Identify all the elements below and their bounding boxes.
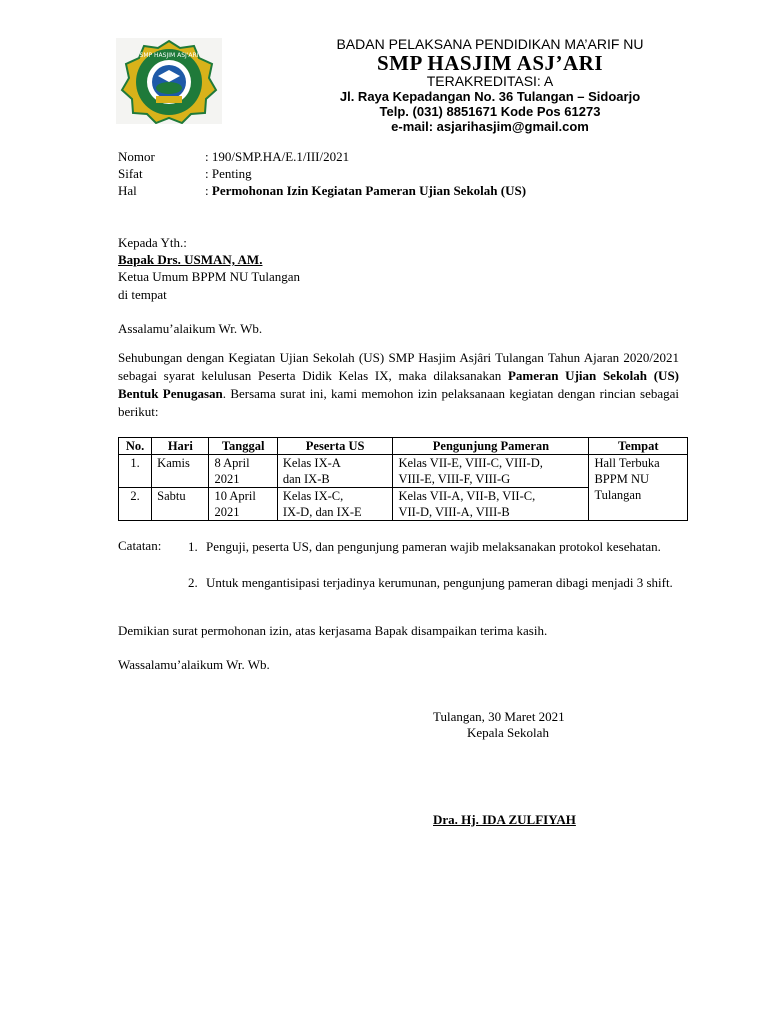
cell-line: BPPM NU [594, 472, 650, 486]
note-text: Penguji, peserta US, dan pengunjung pameran wajib melaksanakan protokol kesehatan. [206, 539, 661, 554]
cell-line: dan IX-B [282, 472, 330, 486]
meta-label-nomor: Nomor [118, 149, 155, 164]
body-text-1: Sehubungan dengan Kegiatan Ujian Sekolah (US) SMP Hasjim Asjâri Tulangan Tahun Ajaran 2020/2021 sebagai syarat kelulusan Peserta Didik Kelas IX, maka dilaksanakan [118, 350, 679, 383]
cell-pengunjung [393, 455, 589, 488]
cell-line: 2021 [214, 472, 240, 486]
cell-line: 2021 [214, 505, 240, 519]
cell-peserta [277, 455, 393, 488]
recipient-position: Ketua Umum BPPM NU Tulangan [118, 269, 301, 284]
note-number: 2. [188, 575, 198, 590]
col-header-tanggal: Tanggal [209, 438, 277, 455]
meta-label-sifat: Sifat [118, 166, 143, 181]
accreditation: TERAKREDITASI: A [426, 73, 554, 89]
cell-line: Kelas IX-A [282, 456, 341, 470]
cell-line: Kelas IX-C, [282, 489, 344, 503]
col-header-peserta: Peserta US [277, 438, 393, 455]
cell-tanggal [209, 455, 277, 488]
col-header-tempat: Tempat [589, 438, 688, 455]
signature-name: Dra. Hj. IDA ZULFIYAH [433, 812, 576, 827]
cell-line: Kelas VII-E, VIII-C, VIII-D, [398, 456, 543, 470]
cell-hari: Kamis [152, 455, 209, 488]
meta-value-sifat: : Penting [205, 166, 252, 181]
table-row [119, 455, 688, 488]
col-header-pengunjung: Pengunjung Pameran [393, 438, 589, 455]
cell-line: 10 April [214, 489, 256, 503]
cell-no: 1. [119, 455, 152, 488]
foundation-name: BADAN PELAKSANA PENDIDIKAN MA’ARIF NU [336, 36, 644, 52]
body-paragraph [118, 349, 679, 421]
closing-text: Demikian surat permohonan izin, atas kerjasama Bapak disampaikan terima kasih. [118, 623, 548, 638]
meta-value-nomor: : 190/SMP.HA/E.1/III/2021 [205, 149, 350, 164]
recipient-name: Bapak Drs. USMAN, AM. [118, 252, 263, 267]
meta-hal-subject: Permohonan Izin Kegiatan Pameran Ujian Sekolah (US) [211, 183, 527, 198]
note-number: 1. [188, 539, 198, 554]
signature-place-date: Tulangan, 30 Maret 2021 [433, 709, 565, 724]
salam-close: Wassalamu’alaikum Wr. Wb. [118, 657, 270, 672]
body-text-bold: Pameran Ujian Sekolah (US) Bentuk Penugasan [118, 368, 680, 401]
note-item-1 [188, 538, 678, 556]
cell-peserta [277, 488, 393, 521]
cell-tanggal [209, 488, 277, 521]
table-header-row [119, 438, 688, 455]
meta-label-hal: Hal [118, 183, 137, 198]
cell-hari: Sabtu [152, 488, 209, 521]
cell-line: Kelas VII-A, VII-B, VII-C, [398, 489, 536, 503]
cell-line: Tulangan [594, 488, 642, 502]
salam-open: Assalamu’alaikum Wr. Wb. [118, 321, 263, 336]
school-logo [116, 38, 222, 124]
cell-line: VIII-E, VIII-F, VIII-G [398, 472, 511, 486]
col-header-hari: Hari [152, 438, 209, 455]
signature-title: Kepala Sekolah [467, 725, 549, 740]
notes-label: Catatan: [118, 538, 162, 553]
body-text-2: . Bersama surat ini, kami memohon izin pelaksanaan kegiatan dengan rincian sebagai berikut: [118, 386, 679, 419]
address: Jl. Raya Kepadangan No. 36 Tulangan – Sidoarjo [339, 89, 641, 104]
recipient-greeting: Kepada Yth.: [118, 235, 187, 250]
activity-table [118, 437, 688, 521]
col-header-no: No. [119, 438, 152, 455]
recipient-place: di tempat [118, 287, 167, 302]
cell-tempat [589, 455, 688, 521]
cell-line: Hall Terbuka [594, 456, 660, 470]
meta-hal-colon: : [205, 183, 212, 198]
cell-line: IX-D, dan IX-E [282, 505, 362, 519]
phone: Telp. (031) 8851671 Kode Pos 61273 [379, 104, 601, 119]
cell-line: VII-D, VIII-A, VIII-B [398, 505, 510, 519]
note-item-2 [188, 574, 678, 592]
meta-value-hal [205, 183, 526, 199]
cell-pengunjung [393, 488, 589, 521]
svg-text:SMP HASJIM ASJ'ARI: SMP HASJIM ASJ'ARI [139, 52, 199, 59]
email: e-mail: asjarihasjim@gmail.com [391, 119, 589, 134]
note-text: Untuk mengantisipasi terjadinya kerumunan, pengunjung pameran dibagi menjadi 3 shift. [206, 575, 673, 590]
school-name: SMP HASJIM ASJ’ARI [376, 51, 604, 75]
cell-line: 8 April [214, 456, 250, 470]
cell-no: 2. [119, 488, 152, 521]
